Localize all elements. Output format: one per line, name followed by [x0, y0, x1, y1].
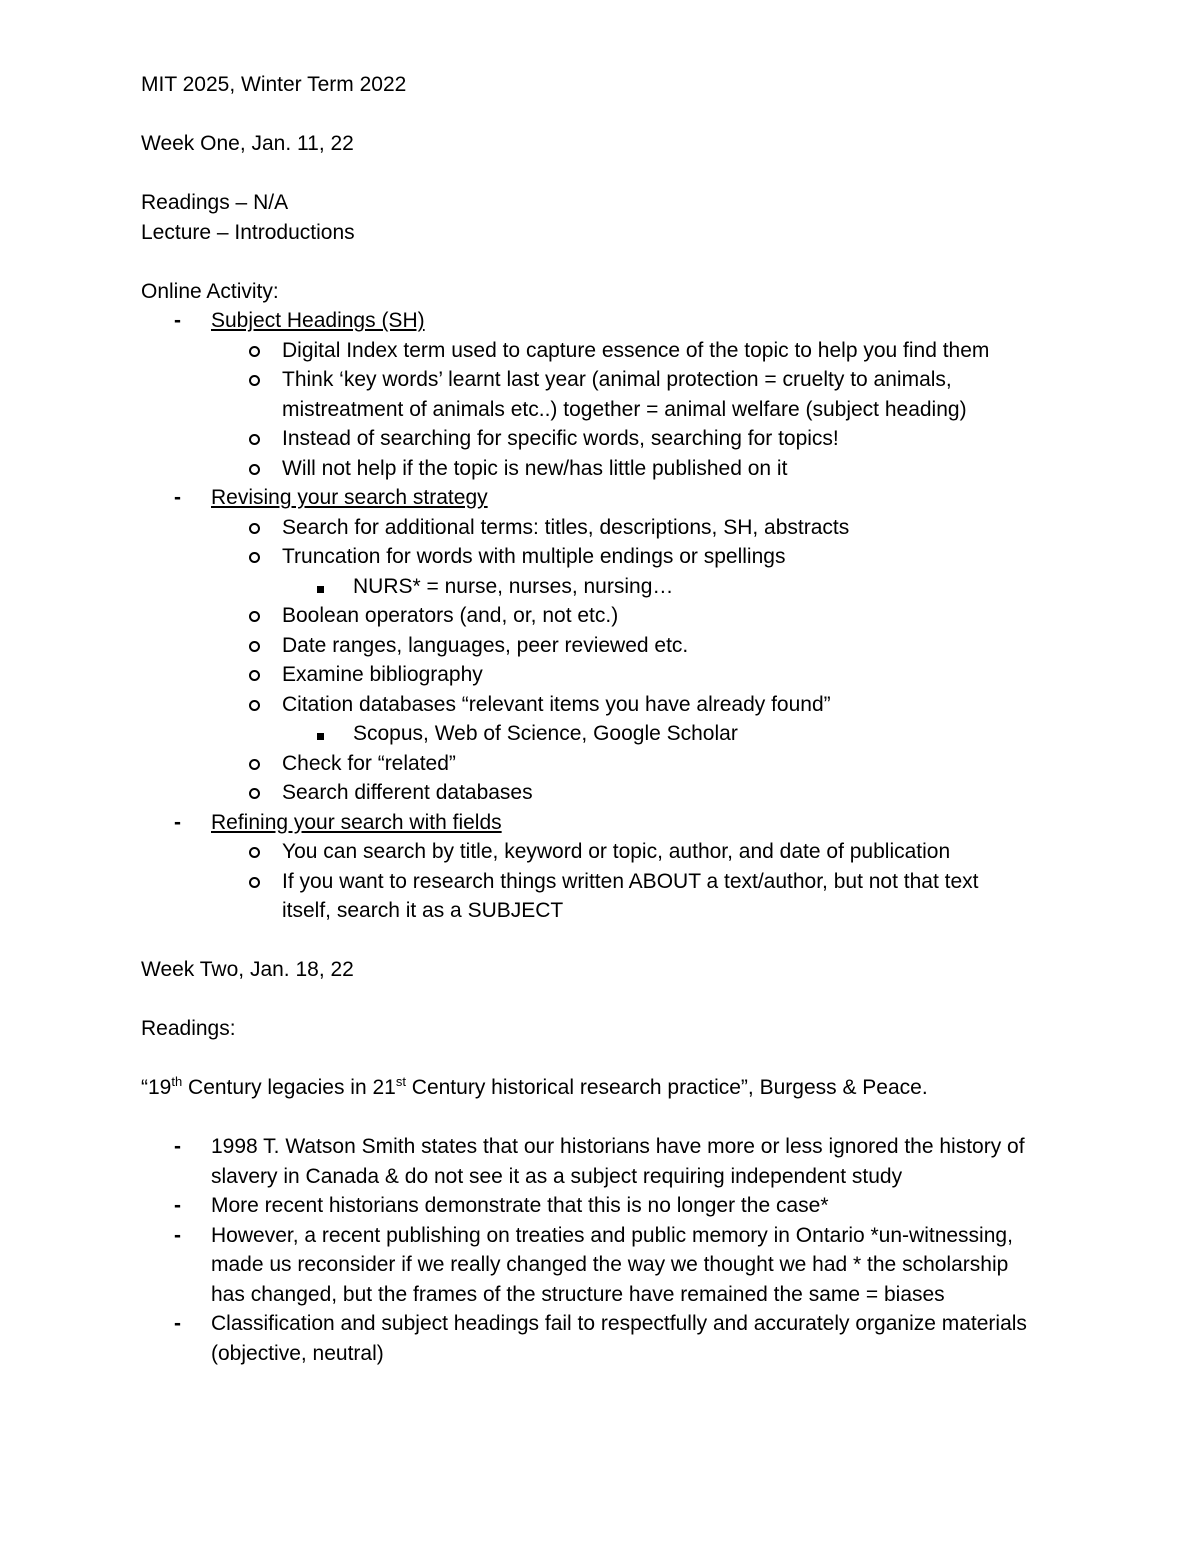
refining-title: Refining your search with fields — [211, 810, 502, 834]
list-item-text: If you want to research things written ABOUT a text/author, but not that text — [282, 869, 979, 893]
week-two-heading: Week Two, Jan. 18, 22 — [141, 958, 354, 981]
list-item-text: slavery in Canada & do not see it as a subject requiring independent study — [211, 1164, 903, 1188]
circle-bullet-icon — [249, 346, 260, 357]
list-item-continuation — [141, 896, 1071, 926]
circle-bullet-icon — [249, 670, 260, 681]
list-item-text: 1998 T. Watson Smith states that our historians have more or less ignored the history of — [211, 1135, 1025, 1158]
list-item-text: Instead of searching for specific words, searching for topics! — [282, 427, 839, 450]
list-item-text: Search different databases — [282, 781, 533, 804]
citation-text: “19 — [141, 1076, 172, 1099]
list-item-continuation — [141, 1162, 1071, 1192]
list-item — [141, 572, 1071, 602]
citation-superscript: st — [395, 1074, 406, 1089]
list-item — [141, 483, 1071, 513]
dash-bullet: - — [174, 1194, 181, 1217]
subject-headings-title: Subject Headings (SH) — [211, 309, 425, 332]
circle-bullet-icon — [249, 788, 260, 799]
list-item-text: Examine bibliography — [282, 663, 483, 686]
list-item — [141, 778, 1071, 808]
week-two-readings-label: Readings: — [141, 1017, 236, 1040]
list-item-text: Date ranges, languages, peer reviewed etc. — [282, 633, 689, 657]
list-item-text: has changed, but the frames of the structure have remained the same = biases — [211, 1282, 945, 1306]
list-item — [141, 1191, 1071, 1221]
circle-bullet-icon — [249, 641, 260, 652]
list-item — [141, 336, 1071, 366]
list-item — [141, 601, 1071, 631]
list-item-text: Check for “related” — [282, 751, 456, 775]
square-bullet-icon — [317, 586, 324, 593]
dash-bullet: - — [174, 1312, 181, 1335]
list-item-continuation — [141, 1250, 1071, 1280]
list-item-text: Digital Index term used to capture essence of the topic to help you find them — [282, 338, 990, 362]
list-item — [141, 660, 1071, 690]
list-item-text: mistreatment of animals etc..) together = animal welfare (subject heading) — [282, 397, 967, 421]
course-title: MIT 2025, Winter Term 2022 — [141, 73, 407, 96]
list-item-text: Boolean operators (and, or, not etc.) — [282, 604, 619, 627]
list-item-continuation — [141, 1280, 1071, 1310]
week-one-lecture: Lecture – Introductions — [141, 220, 355, 244]
list-item-text: Search for additional terms: titles, descriptions, SH, abstracts — [282, 515, 850, 539]
online-activity-label: Online Activity: — [141, 279, 279, 303]
list-item — [141, 424, 1071, 454]
circle-bullet-icon — [249, 375, 260, 386]
dash-bullet: - — [174, 810, 181, 834]
citation-superscript: th — [171, 1074, 183, 1089]
citation-text: Century legacies in 21 — [182, 1076, 396, 1099]
list-item — [141, 690, 1071, 720]
spacer — [141, 1103, 1071, 1133]
spacer — [141, 1044, 1071, 1074]
list-item-text: NURS* = nurse, nurses, nursing… — [353, 574, 674, 598]
reading-citation — [141, 1073, 1071, 1103]
list-item-text: made us reconsider if we really changed the way we thought we had * the scholarship — [211, 1253, 1009, 1276]
list-item — [141, 867, 1071, 897]
list-item — [141, 749, 1071, 779]
dash-bullet: - — [174, 1135, 181, 1158]
circle-bullet-icon — [249, 434, 260, 445]
list-item-text: Truncation for words with multiple endings or spellings — [282, 545, 786, 568]
list-item-text: itself, search it as a SUBJECT — [282, 899, 564, 922]
list-item-text: Classification and subject headings fail to respectfully and accurately organize materials — [211, 1312, 1027, 1335]
list-item — [141, 454, 1071, 484]
square-bullet-icon — [317, 733, 324, 740]
list-item-continuation — [141, 395, 1071, 425]
list-item-continuation — [141, 1339, 1071, 1369]
list-item-text: However, a recent publishing on treaties and public memory in Ontario *un-witnessing, — [211, 1223, 1013, 1247]
spacer — [141, 985, 1071, 1015]
circle-bullet-icon — [249, 464, 260, 475]
list-item-text: (objective, neutral) — [211, 1341, 384, 1365]
list-item — [141, 513, 1071, 543]
list-item — [141, 365, 1071, 395]
list-item-text: More recent historians demonstrate that this is no longer the case* — [211, 1194, 829, 1217]
spacer — [141, 100, 1071, 130]
citation-text: Century historical research practice”, Burgess & Peace. — [405, 1076, 928, 1099]
circle-bullet-icon — [249, 700, 260, 711]
dash-bullet: - — [174, 1223, 181, 1247]
list-item-text: Think ‘key words’ learnt last year (animal protection = cruelty to animals, — [282, 368, 952, 391]
dash-bullet: - — [174, 486, 181, 509]
list-item — [141, 631, 1071, 661]
list-item — [141, 1309, 1071, 1339]
list-item — [141, 542, 1071, 572]
list-item-text: Scopus, Web of Science, Google Scholar — [353, 722, 738, 745]
dash-bullet: - — [174, 309, 181, 332]
revising-title: Revising your search strategy — [211, 486, 488, 509]
circle-bullet-icon — [249, 552, 260, 563]
week-one-readings: Readings – N/A — [141, 191, 289, 214]
circle-bullet-icon — [249, 847, 260, 858]
circle-bullet-icon — [249, 523, 260, 534]
circle-bullet-icon — [249, 611, 260, 622]
spacer — [141, 926, 1071, 956]
circle-bullet-icon — [249, 759, 260, 770]
list-item-text: Will not help if the topic is new/has little published on it — [282, 456, 788, 480]
spacer — [141, 159, 1071, 189]
list-item — [141, 719, 1071, 749]
list-item — [141, 808, 1071, 838]
list-item-text: Citation databases “relevant items you have already found” — [282, 692, 831, 716]
spacer — [141, 247, 1071, 277]
circle-bullet-icon — [249, 877, 260, 888]
list-item — [141, 837, 1071, 867]
list-item — [141, 1132, 1071, 1162]
list-item — [141, 1221, 1071, 1251]
list-item — [141, 306, 1071, 336]
week-one-heading: Week One, Jan. 11, 22 — [141, 132, 354, 155]
list-item-text: You can search by title, keyword or topic, author, and date of publication — [282, 840, 951, 863]
document-body — [141, 70, 1071, 1368]
